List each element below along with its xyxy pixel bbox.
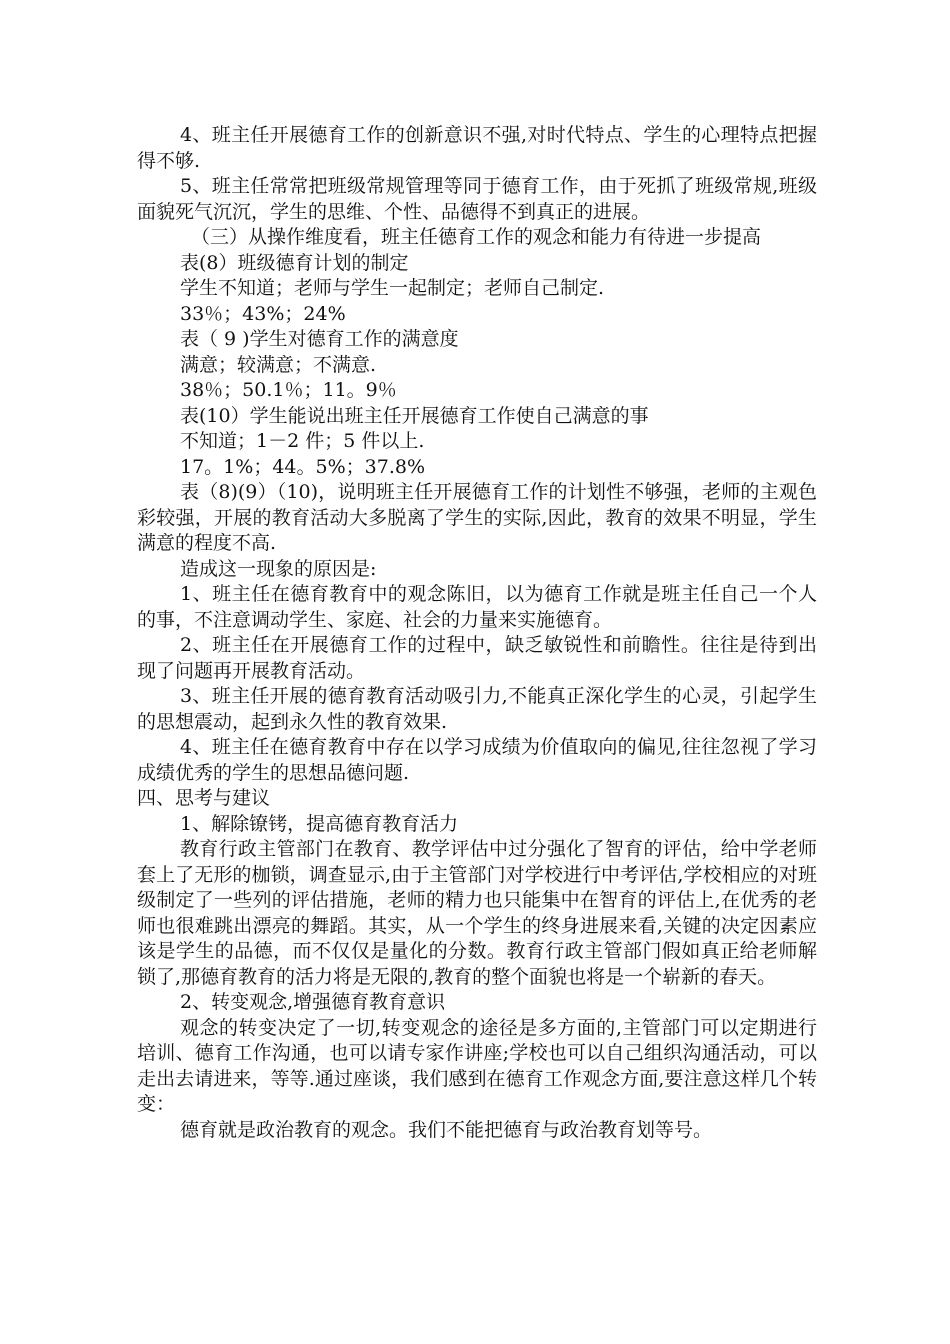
tables-summary: 表（8)(9）（10)，说明班主任开展德育工作的计划性不够强，老师的主观色彩较强，开展的教育活动大多脱离了学生的实际,因此，教育的效果不明显，学生满意的程度不高. [137,481,817,554]
suggestion-2-point: 德育就是政治教育的观念。我们不能把德育与政治教育划等号。 [180,1118,713,1141]
table-10-values: 17。1%；44。5%；37.8% [180,455,425,478]
section-heading-3: （三）从操作维度看，班主任德育工作的观念和能力有待进一步提高 [191,226,762,248]
table-9-values: 38％；50.1％；11。9％ [180,379,397,401]
table-10-title: 表(10）学生能说出班主任开展德育工作使自己满意的事 [180,404,649,427]
paragraph-1: 4、班主任开展德育工作的创新意识不强,对时代特点、学生的心理特点把握得不够. [137,124,817,172]
suggestion-1-title: 1、解除镣铐，提高德育教育活力 [180,812,459,835]
paragraph-2: 5、班主任常常把班级常规管理等同于德育工作，由于死抓了班级常规,班级面貌死气沉沉，学生的思维、个性、品德得不到真正的进展。 [137,175,817,223]
cause-3: 3、班主任开展的德育教育活动吸引力,不能真正深化学生的心灵，引起学生的思想震动，起到永久性的教育效果. [137,685,817,733]
cause-1: 1、班主任在德育教育中的观念陈旧，以为德育工作就是班主任自己一个人的事，不注意调动学生、家庭、社会的力量来实施德育。 [137,583,817,631]
table-9-options: 满意；较满意；不满意. [180,353,377,376]
table-9-title: 表（ 9 )学生对德育工作的满意度 [180,328,459,350]
suggestion-1-body: 教育行政主管部门在教育、教学评估中过分强化了智育的评估，给中学老师套上了无形的枷锁，调查显示,由于主管部门对学校进行中考评估,学校相应的对班级制定了一些列的评估措施，老师的精力也只能集中在智育的评估上,在优秀的老师也很难跳出漂亮的舞蹈。其实，从一个学生的终身进展来看,关键的决定因素应该是学生的品德，而不仅仅是量化的分数。教育行政主管部门假如真正给老师解锁了,那德育教育的活力将是无限的,教育的整个面貌也将是一个崭新的春天。 [137,838,817,988]
causes-intro: 造成这一现象的原因是: [180,557,377,580]
suggestion-2-title: 2、转变观念,增强德育教育意识 [180,991,446,1013]
cause-4: 4、班主任在德育教育中存在以学习成绩为价值取向的偏见,往往忽视了学习成绩优秀的学生的思想品德问题. [137,736,817,784]
suggestion-2-body: 观念的转变决定了一切,转变观念的途径是多方面的,主管部门可以定期进行培训、德育工作沟通，也可以请专家作讲座;学校也可以自己组织沟通活动，可以走出去请进来，等等.通过座谈，我们感到在德育工作观念方面,要注意这样几个转变： [137,1016,817,1115]
section-heading-4: 四、思考与建议 [137,787,271,809]
document-body [137,123,817,1143]
table-10-options: 不知道；1－2 件；5 件以上. [180,430,425,452]
cause-2: 2、班主任在开展德育工作的过程中，缺乏敏锐性和前瞻性。往往是待到出现了问题再开展教育活动。 [137,634,817,682]
table-8-values: 33％；43%；24% [180,302,346,325]
table-8-title: 表(8）班级德育计划的制定 [180,251,409,274]
table-8-options: 学生不知道；老师与学生一起制定；老师自己制定. [180,277,605,299]
